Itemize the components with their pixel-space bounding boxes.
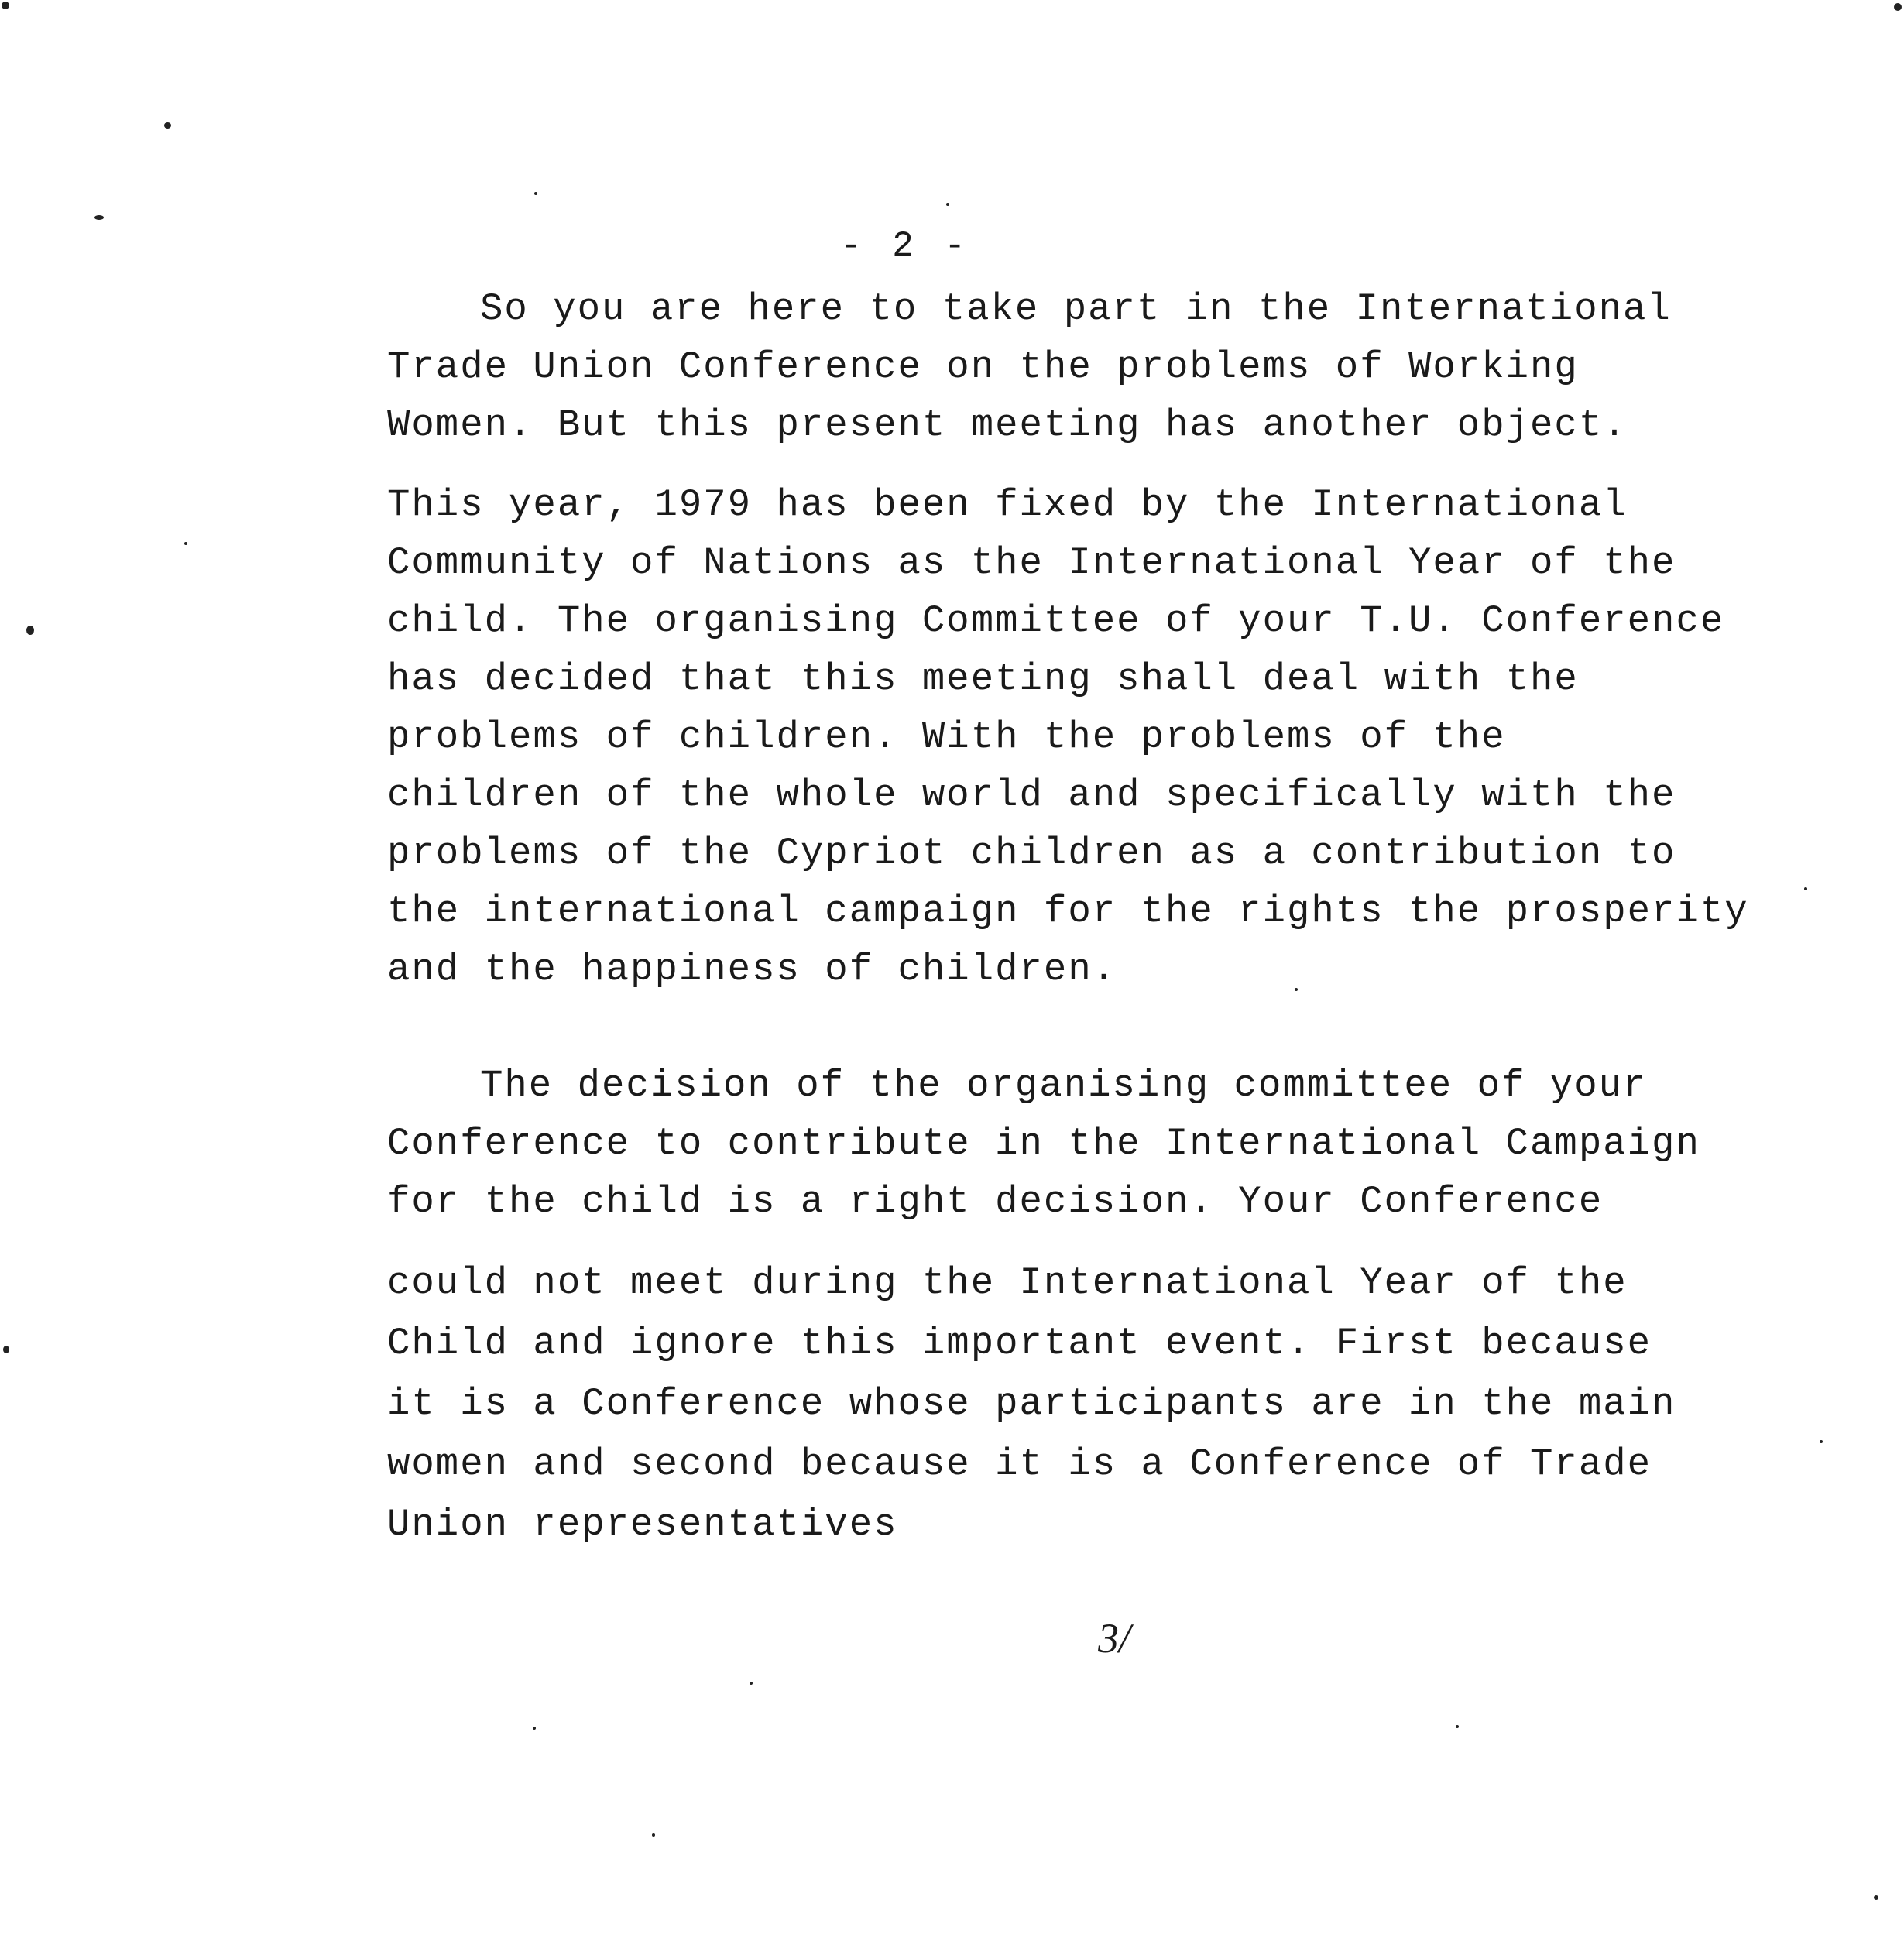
text-line: for the child is a right decision. Your Conference [387, 1180, 1604, 1223]
scan-speck [1456, 1725, 1459, 1728]
text-line: Community of Nations as the International Year of the [387, 541, 1676, 585]
text-line: Women. But this present meeting has another object. [387, 403, 1628, 447]
text-line: has decided that this meeting shall deal with the [387, 657, 1579, 701]
text-line: Trade Union Conference on the problems of Working [387, 345, 1579, 389]
text-line: it is a Conference whose participants are in the main [387, 1382, 1676, 1425]
scan-speck [1874, 1895, 1878, 1900]
scan-speck [3, 1346, 9, 1353]
paragraph-reasons [387, 1253, 1719, 1555]
scan-speck [1894, 3, 1902, 11]
scan-speck [1820, 1440, 1823, 1443]
scan-speck [184, 542, 187, 545]
text-line: problems of children. With the problems of the [387, 715, 1506, 759]
text-line: Union representatives [387, 1503, 898, 1546]
scan-speck [164, 122, 171, 129]
text-line: could not meet during the International Year of the [387, 1261, 1628, 1305]
text-line: So you are here to take part in the International [480, 287, 1672, 331]
scan-speck [2, 2, 9, 9]
text-line: Conference to contribute in the International Campaign [387, 1122, 1700, 1165]
text-line: This year, 1979 has been fixed by the International [387, 483, 1628, 526]
scan-speck [534, 192, 537, 195]
scan-speck [94, 215, 104, 220]
scan-speck [533, 1727, 536, 1730]
scan-speck [1804, 887, 1807, 890]
text-line: Child and ignore this important event. First because [387, 1322, 1652, 1365]
text-line: The decision of the organising committee of your [480, 1064, 1648, 1107]
text-line: and the happiness of children. [387, 948, 1117, 991]
paragraph-decision [387, 1057, 1719, 1231]
scan-speck [946, 203, 949, 206]
continuation-mark: 3/ [1098, 1615, 1131, 1662]
scan-speck [750, 1682, 753, 1685]
paragraph-year-of-child [387, 476, 1749, 999]
text-line: women and second because it is a Conference of Trade [387, 1442, 1652, 1486]
text-line: problems of the Cypriot children as a contribution to [387, 832, 1676, 875]
text-line: the international campaign for the rights the prosperity [387, 890, 1749, 933]
text-line: children of the whole world and specifically with the [387, 773, 1676, 817]
scan-speck [26, 626, 34, 635]
paragraph-intro [387, 280, 1719, 454]
scan-speck [1295, 988, 1298, 991]
scan-speck [652, 1833, 655, 1837]
page-number: - 2 - [840, 226, 971, 266]
text-line: child. The organising Committee of your T.U. Conference [387, 599, 1725, 643]
